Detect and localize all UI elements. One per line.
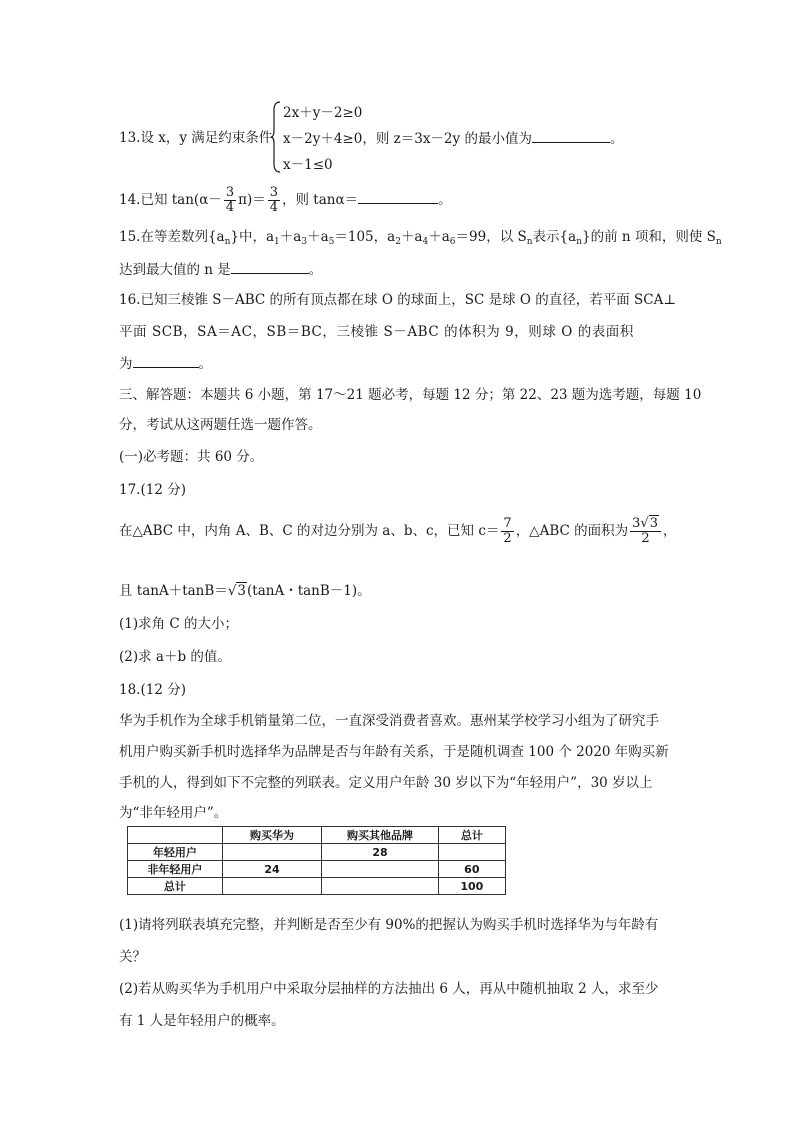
table-cell: 24 <box>222 861 322 878</box>
q18-header: 18.(12 分) <box>119 682 186 698</box>
q18-line-4: 为“非年轻用户”。 <box>119 805 228 821</box>
table-cell: 100 <box>438 878 505 895</box>
q18-part-2-line-2: 有 1 人是年轻用户的概率。 <box>119 1013 285 1029</box>
q17-t2: ，△ABC 的面积为 <box>515 523 629 539</box>
q15-t7: ＋a <box>428 229 450 245</box>
table-cell: 总计 <box>128 878 223 895</box>
q15-sub: n <box>526 237 533 247</box>
q17-t1: 在△ABC 中，内角 A、B、C 的对边分别为 a、b、c，已知 c＝ <box>119 523 500 539</box>
q15-answer-blank[interactable] <box>231 259 309 274</box>
table-cell: 60 <box>438 861 505 878</box>
q15-t1: 15.在等差数列{a <box>119 229 225 245</box>
q17-t3: ， <box>662 523 677 539</box>
section-3-line-2: 分，考试从这两题任选一题作答。 <box>119 417 322 433</box>
q15-sub: 1 <box>274 237 280 247</box>
q14-prefix: 14.已知 tan(α－ <box>119 192 222 208</box>
q17-area-num <box>630 517 661 531</box>
q18-line-2: 机用户购买新手机时选择华为品牌是否与年龄有关系，于是随机调查 100 个 2020 年购买新 <box>119 744 669 760</box>
q18-part-1-line-2: 关？ <box>119 949 146 965</box>
table-cell: 28 <box>322 844 438 861</box>
table-cell: 非年轻用户 <box>128 861 223 878</box>
table-cell <box>128 827 223 844</box>
q16-answer-blank[interactable] <box>133 353 199 368</box>
table-cell: 年轻用户 <box>128 844 223 861</box>
q17-area-fraction <box>630 517 661 546</box>
q13-answer-blank[interactable] <box>532 128 610 143</box>
q17-c-num: 7 <box>503 516 512 531</box>
q15-line-1 <box>119 228 722 251</box>
table-header: 购买华为 <box>222 827 322 844</box>
q15-t2: }中，a <box>230 229 275 245</box>
q17-part-2: (2)求 a＋b 的值。 <box>119 649 231 665</box>
q16-line-3 <box>119 353 212 373</box>
q15-sub: 6 <box>449 237 456 247</box>
q16-line3-text: 为 <box>119 356 133 372</box>
q15-t4: ＋a <box>307 229 329 245</box>
q14-suffix: ，则 tanα＝ <box>282 192 359 208</box>
contingency-table <box>127 826 506 895</box>
q13-condition-1: 2x＋y－2≥0 <box>283 105 363 121</box>
q13-end: 。 <box>609 131 624 147</box>
q15-sub: 5 <box>328 237 335 247</box>
q14-end: 。 <box>438 192 452 208</box>
q16-end: 。 <box>198 356 212 372</box>
table-row <box>128 878 506 895</box>
q15-sub: n <box>715 237 722 247</box>
q15-sub: 3 <box>301 237 308 247</box>
sqrt-symbol: √3 <box>640 516 658 531</box>
q17-area-rad: 3 <box>649 516 658 531</box>
q17-area-coef: 3 <box>632 516 641 531</box>
q15-sub: n <box>224 237 231 247</box>
q14-frac1-num: 3 <box>225 185 235 200</box>
q15-t10: }的前 n 项和，则使 S <box>581 229 716 245</box>
q17-rad: 3 <box>237 583 247 599</box>
q17-line-1 <box>119 517 676 546</box>
q14-text <box>119 186 452 215</box>
q13-text <box>119 129 272 147</box>
q15-sub: n <box>576 237 582 247</box>
q17-c-den: 2 <box>503 531 512 546</box>
q18-line-3: 手机的人，得到如下不完整的列联表。定义用户年龄 30 岁以下为“年轻用户”，30 岁以上 <box>119 775 653 791</box>
q16-line-2: 平面 SCB，SA＝AC，SB＝BC，三棱锥 S－ABC 的体积为 9，则球 O 的表面积 <box>119 324 634 340</box>
q15-sub: 2 <box>395 237 401 247</box>
table-cell <box>322 861 438 878</box>
table-cell <box>438 844 505 861</box>
table-row <box>128 861 506 878</box>
table-header: 总计 <box>438 827 505 844</box>
q17-t5: (tanA・tanB－1)。 <box>247 583 371 599</box>
q14-fraction-2 <box>268 186 280 215</box>
q13-prefix: 13.设 x，y 满足约束条件 <box>119 130 273 146</box>
q14-frac2-num: 3 <box>269 185 279 200</box>
q13-condition-3: x－1≤0 <box>283 157 333 173</box>
q15-t9: 表示{a <box>532 229 577 245</box>
table-header: 购买其他品牌 <box>322 827 438 844</box>
q15-t8: ＝99，以 S <box>455 229 527 245</box>
q15-line-2 <box>119 259 322 279</box>
sqrt-symbol: √3 <box>227 583 247 599</box>
table-cell <box>222 844 322 861</box>
table-row <box>128 844 506 861</box>
q17-part-1: (1)求角 C 的大小； <box>119 616 239 632</box>
system-brace <box>270 100 282 174</box>
q14-pi: π)＝ <box>238 192 266 208</box>
required-part-heading: (一)必考题：共 60 分。 <box>119 449 264 465</box>
q18-line-1: 华为手机作为全球手机销量第二位，一直深受消费者喜欢。惠州某学校学习小组为了研究手 <box>119 713 659 729</box>
q17-c-fraction <box>501 517 513 546</box>
q18-part-2-line-1: (2)若从购买华为手机用户中采取分层抽样的方法抽出 6 人，再从中随机抽取 2 人，求至少 <box>119 981 659 997</box>
q17-line-2 <box>119 582 371 600</box>
q13-suffix: ，则 z＝3x－2y 的最小值为 <box>362 131 532 147</box>
q15-line2-text: 达到最大值的 n 是 <box>119 262 231 278</box>
q15-t6: ＋a <box>400 229 423 245</box>
q14-answer-blank[interactable] <box>358 189 438 204</box>
q13-condition-2 <box>283 127 623 147</box>
q15-t5: ＝105，a <box>334 229 396 245</box>
table-cell <box>222 878 322 895</box>
q17-area-den: 2 <box>630 531 661 546</box>
q18-part-1-line-1: (1)请将列联表填充完整，并判断是否至少有 90%的把握认为购买手机时选择华为与年龄有 <box>119 917 659 933</box>
q15-end: 。 <box>308 262 323 278</box>
section-3-line-1: 三、解答题：本题共 6 小题，第 17～21 题必考，每题 12 分；第 22、23 题为选考题，每题 10 <box>119 387 702 403</box>
table-cell <box>322 878 438 895</box>
q15-sub: 4 <box>422 237 429 247</box>
q17-header: 17.(12 分) <box>119 482 186 498</box>
q16-line-1: 16.已知三棱锥 S－ABC 的所有顶点都在球 O 的球面上，SC 是球 O 的直径，若平面 SCA⊥ <box>119 292 677 308</box>
q15-t3: ＋a <box>279 229 302 245</box>
q14-frac2-den: 4 <box>269 200 279 215</box>
q17-t4: 且 tanA＋tanB＝ <box>119 583 228 599</box>
q14-frac1-den: 4 <box>225 200 235 215</box>
q13-condition-2-text: x－2y＋4≥0 <box>283 131 363 147</box>
q14-fraction-1 <box>224 186 236 215</box>
table-header-row <box>128 827 506 844</box>
